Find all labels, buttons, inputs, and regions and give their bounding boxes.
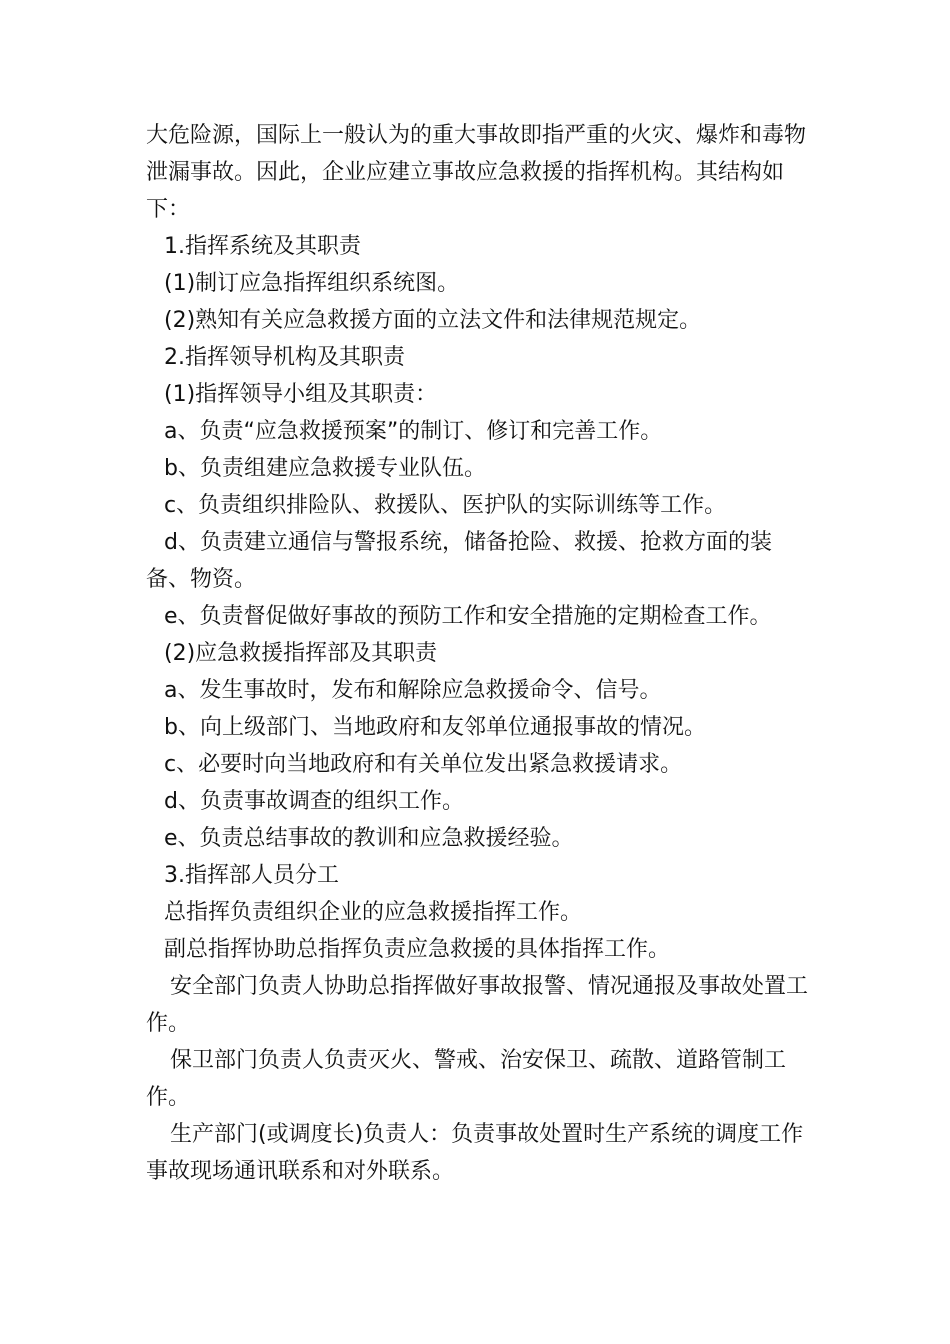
- subheading-command-center: (2)应急救援指挥部及其职责: [164, 641, 438, 666]
- list-item: c、必要时向当地政府和有关单位发出紧急救援请求。: [164, 752, 683, 777]
- list-item: d、负责事故调查的组织工作。: [164, 789, 464, 814]
- heading-staff-division: 3.指挥部人员分工: [164, 863, 339, 888]
- list-item: a、发生事故时，发布和解除应急救援命令、信号。: [164, 678, 662, 703]
- list-item: e、负责总结事故的教训和应急救援经验。: [164, 826, 574, 851]
- heading-command-system: 1.指挥系统及其职责: [164, 234, 361, 259]
- heading-leadership: 2.指挥领导机构及其职责: [164, 345, 405, 370]
- list-item: 保卫部门负责人负责灭火、警戒、治安保卫、疏散、道路管制工作。: [146, 1048, 787, 1110]
- list-item: a、负责“应急救援预案”的制订、修订和完善工作。: [164, 419, 663, 444]
- list-item: e、负责督促做好事故的预防工作和安全措施的定期检查工作。: [164, 604, 772, 629]
- list-item: (1)制订应急指挥组织系统图。: [164, 271, 460, 296]
- paragraph-intro: 大危险源，国际上一般认为的重大事故即指严重的火灾、爆炸和毒物泄漏事故。因此，企业应建立事故应急救援的指挥机构。其结构如下：: [146, 123, 807, 222]
- list-item: b、向上级部门、当地政府和友邻单位通报事故的情况。: [164, 715, 706, 740]
- list-item: d、负责建立通信与警报系统，储备抢险、救援、抢救方面的装备、物资。: [146, 530, 772, 592]
- list-item: 总指挥负责组织企业的应急救援指挥工作。: [164, 900, 583, 925]
- subheading-leadership-group: (1)指挥领导小组及其职责：: [164, 382, 438, 407]
- list-item: b、负责组建应急救援专业队伍。: [164, 456, 486, 481]
- document-body: [146, 117, 811, 1190]
- list-item: 生产部门(或调度长)负责人：负责事故处置时生产系统的调度工作事故现场通讯联系和对外联系。: [146, 1122, 804, 1184]
- list-item: 安全部门负责人协助总指挥做好事故报警、情况通报及事故处置工作。: [146, 974, 809, 1036]
- list-item: 副总指挥协助总指挥负责应急救援的具体指挥工作。: [164, 937, 671, 962]
- list-item: (2)熟知有关应急救援方面的立法文件和法律规范规定。: [164, 308, 702, 333]
- list-item: c、负责组织排险队、救援队、医护队的实际训练等工作。: [164, 493, 727, 518]
